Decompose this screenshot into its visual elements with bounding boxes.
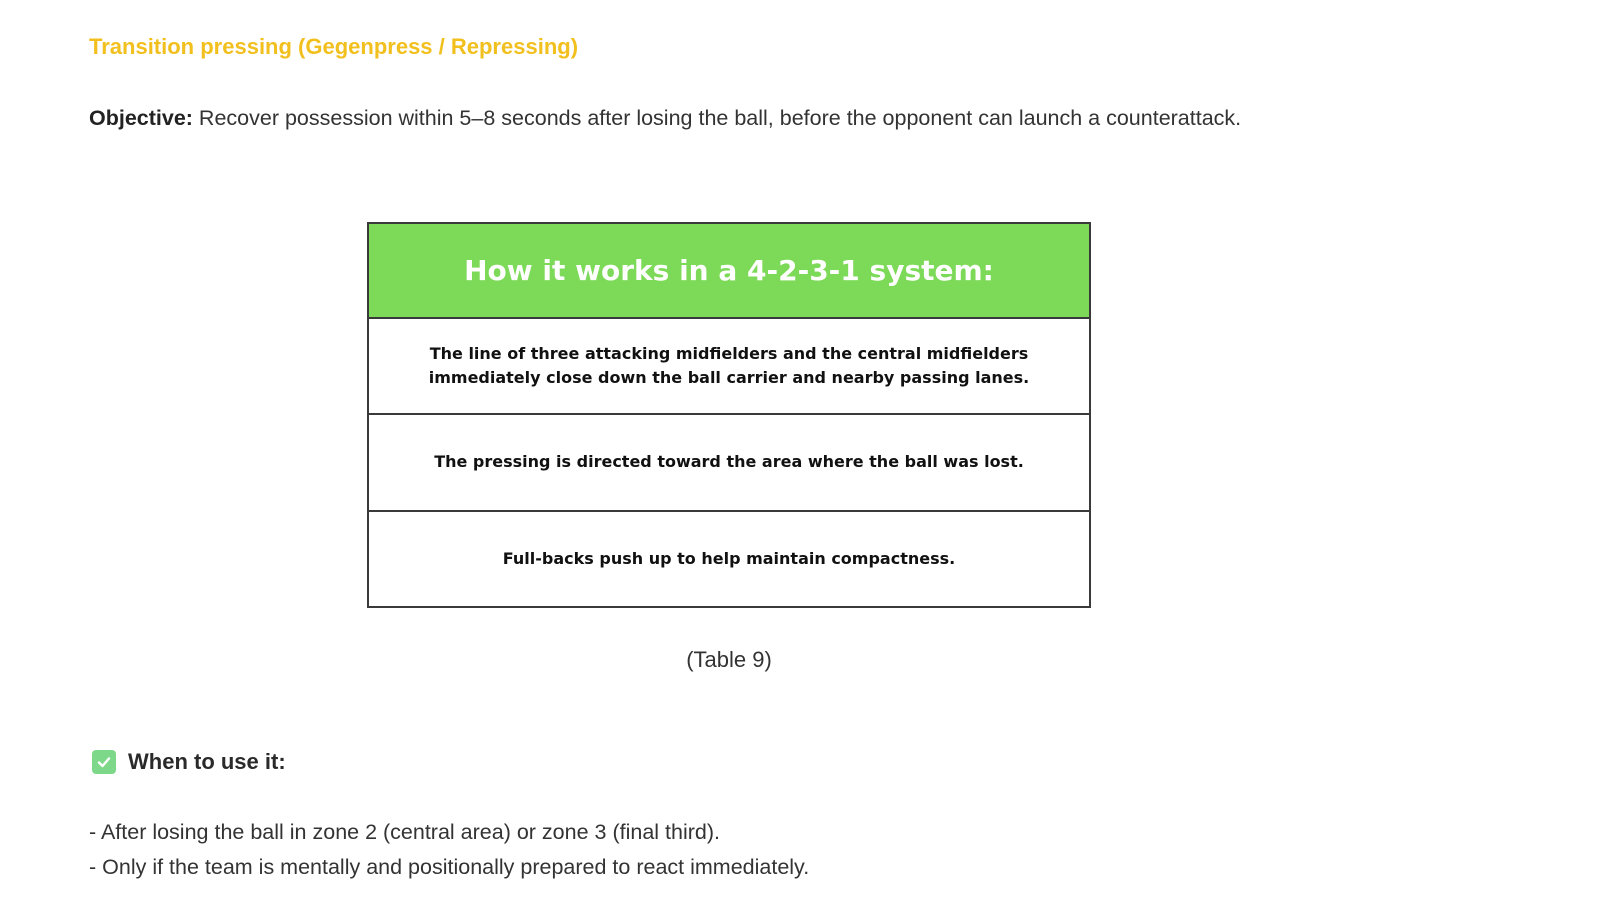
when-to-use-label: When to use it: (128, 749, 286, 774)
list-item: - After losing the ball in zone 2 (central area) or zone 3 (final third). (89, 820, 720, 844)
check-box-icon (92, 750, 116, 774)
table-header-text: How it works in a 4-2-3-1 system: (464, 254, 994, 287)
tactic-table (367, 222, 1091, 608)
table-row (369, 319, 1089, 415)
objective-paragraph (89, 101, 1269, 136)
list-item: - Only if the team is mentally and positionally prepared to react immediately. (89, 855, 810, 879)
table-row-text: Full-backs push up to help maintain compactness. (502, 548, 956, 568)
objective-label: Objective: (89, 106, 193, 130)
when-to-use-list (89, 815, 809, 885)
section-title: Transition pressing (Gegenpress / Repressing) (89, 34, 579, 59)
table-header (369, 224, 1089, 319)
objective-text: Recover possession within 5–8 seconds after losing the ball, before the opponent can launch a counterattack. (192, 106, 1242, 130)
table-caption: (Table 9) (686, 647, 772, 672)
when-to-use-heading (92, 749, 286, 775)
table-row-text: The pressing is directed toward the area where the ball was lost. (434, 452, 1024, 472)
table-row (369, 415, 1089, 511)
table-row (369, 512, 1089, 606)
table-row-text: The line of three attacking midfielders and the central midfielders immediately close down the ball carrier and nearby passing lanes. (428, 344, 1030, 388)
